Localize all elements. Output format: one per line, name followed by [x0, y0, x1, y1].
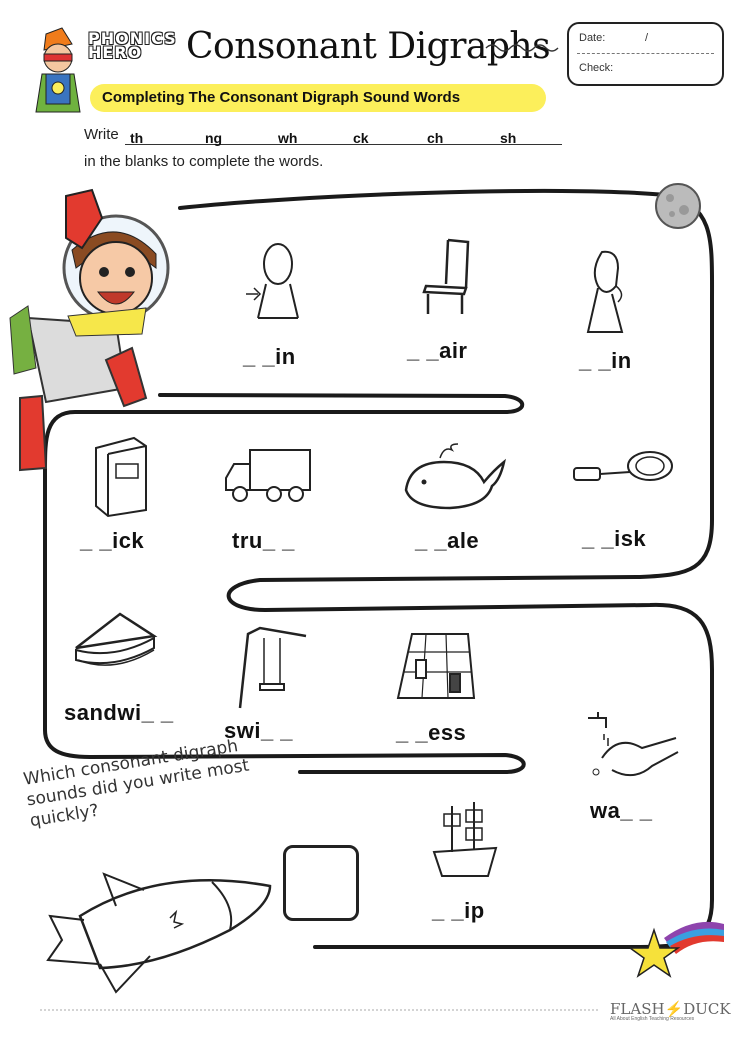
chess-icon [396, 628, 476, 704]
moon-icon [652, 180, 704, 232]
page-title: Consonant Digraphs [186, 26, 551, 67]
word-chair: _ _air [407, 338, 468, 363]
thin-man-icon [240, 240, 306, 320]
subtitle-banner: Completing The Consonant Digraph Sound Words [90, 84, 546, 112]
date-separator: / [645, 32, 649, 44]
squiggle-divider [484, 40, 570, 54]
flash-duck-logo: FLASH⚡DUCK All About English Teaching Resources [610, 1000, 731, 1022]
rocket-icon [40, 856, 280, 996]
wash-hands-icon [582, 708, 682, 788]
instruction-line2: in the blanks to complete the words. [84, 153, 324, 170]
thick-book-icon [86, 434, 152, 518]
word-chess: _ _ess [396, 720, 467, 745]
word-ship: _ _ip [432, 898, 485, 923]
swing-icon [230, 624, 310, 710]
check-label: Check: [579, 62, 614, 74]
truck-icon [222, 444, 314, 506]
sandwich-icon [70, 608, 158, 672]
digraph-ch: ch [427, 130, 444, 146]
shooting-star-icon [630, 916, 726, 980]
word-swing: swi_ _ [224, 718, 294, 743]
digraph-underline [125, 144, 562, 145]
word-sandwich: sandwi_ _ [64, 700, 174, 725]
astronaut-kid-icon [6, 188, 172, 474]
chin-icon [582, 246, 632, 336]
word-thin: _ _in [243, 344, 296, 369]
phonics-hero-mascot-icon [28, 26, 88, 116]
digraph-sh: sh [500, 130, 517, 146]
answer-box[interactable] [283, 845, 359, 921]
reflection-question: Which consonant digraph sounds did you write most quickly? [22, 736, 251, 832]
date-check-box [567, 22, 724, 86]
phonics-hero-logo: PHONICS HERO [88, 29, 177, 62]
digraph-th: th [130, 130, 144, 146]
ship-icon [430, 798, 500, 888]
date-label: Date: [579, 32, 606, 44]
digraph-ck: ck [353, 130, 369, 146]
whisk-icon [570, 448, 674, 492]
word-thick: _ _ick [80, 528, 145, 553]
word-whisk: _ _isk [582, 526, 647, 551]
digraph-ng: ng [205, 130, 223, 146]
word-chin: _ _in [579, 348, 632, 373]
digraph-wh: wh [278, 130, 298, 146]
word-wash: wa_ _ [590, 798, 653, 823]
brand-tagline: All About English Teaching Resources [610, 1016, 695, 1022]
write-label: Write [84, 126, 119, 143]
whale-icon [400, 440, 508, 516]
word-truck: tru_ _ [232, 528, 295, 553]
word-whale: _ _ale [415, 528, 480, 553]
chair-icon [418, 236, 474, 316]
